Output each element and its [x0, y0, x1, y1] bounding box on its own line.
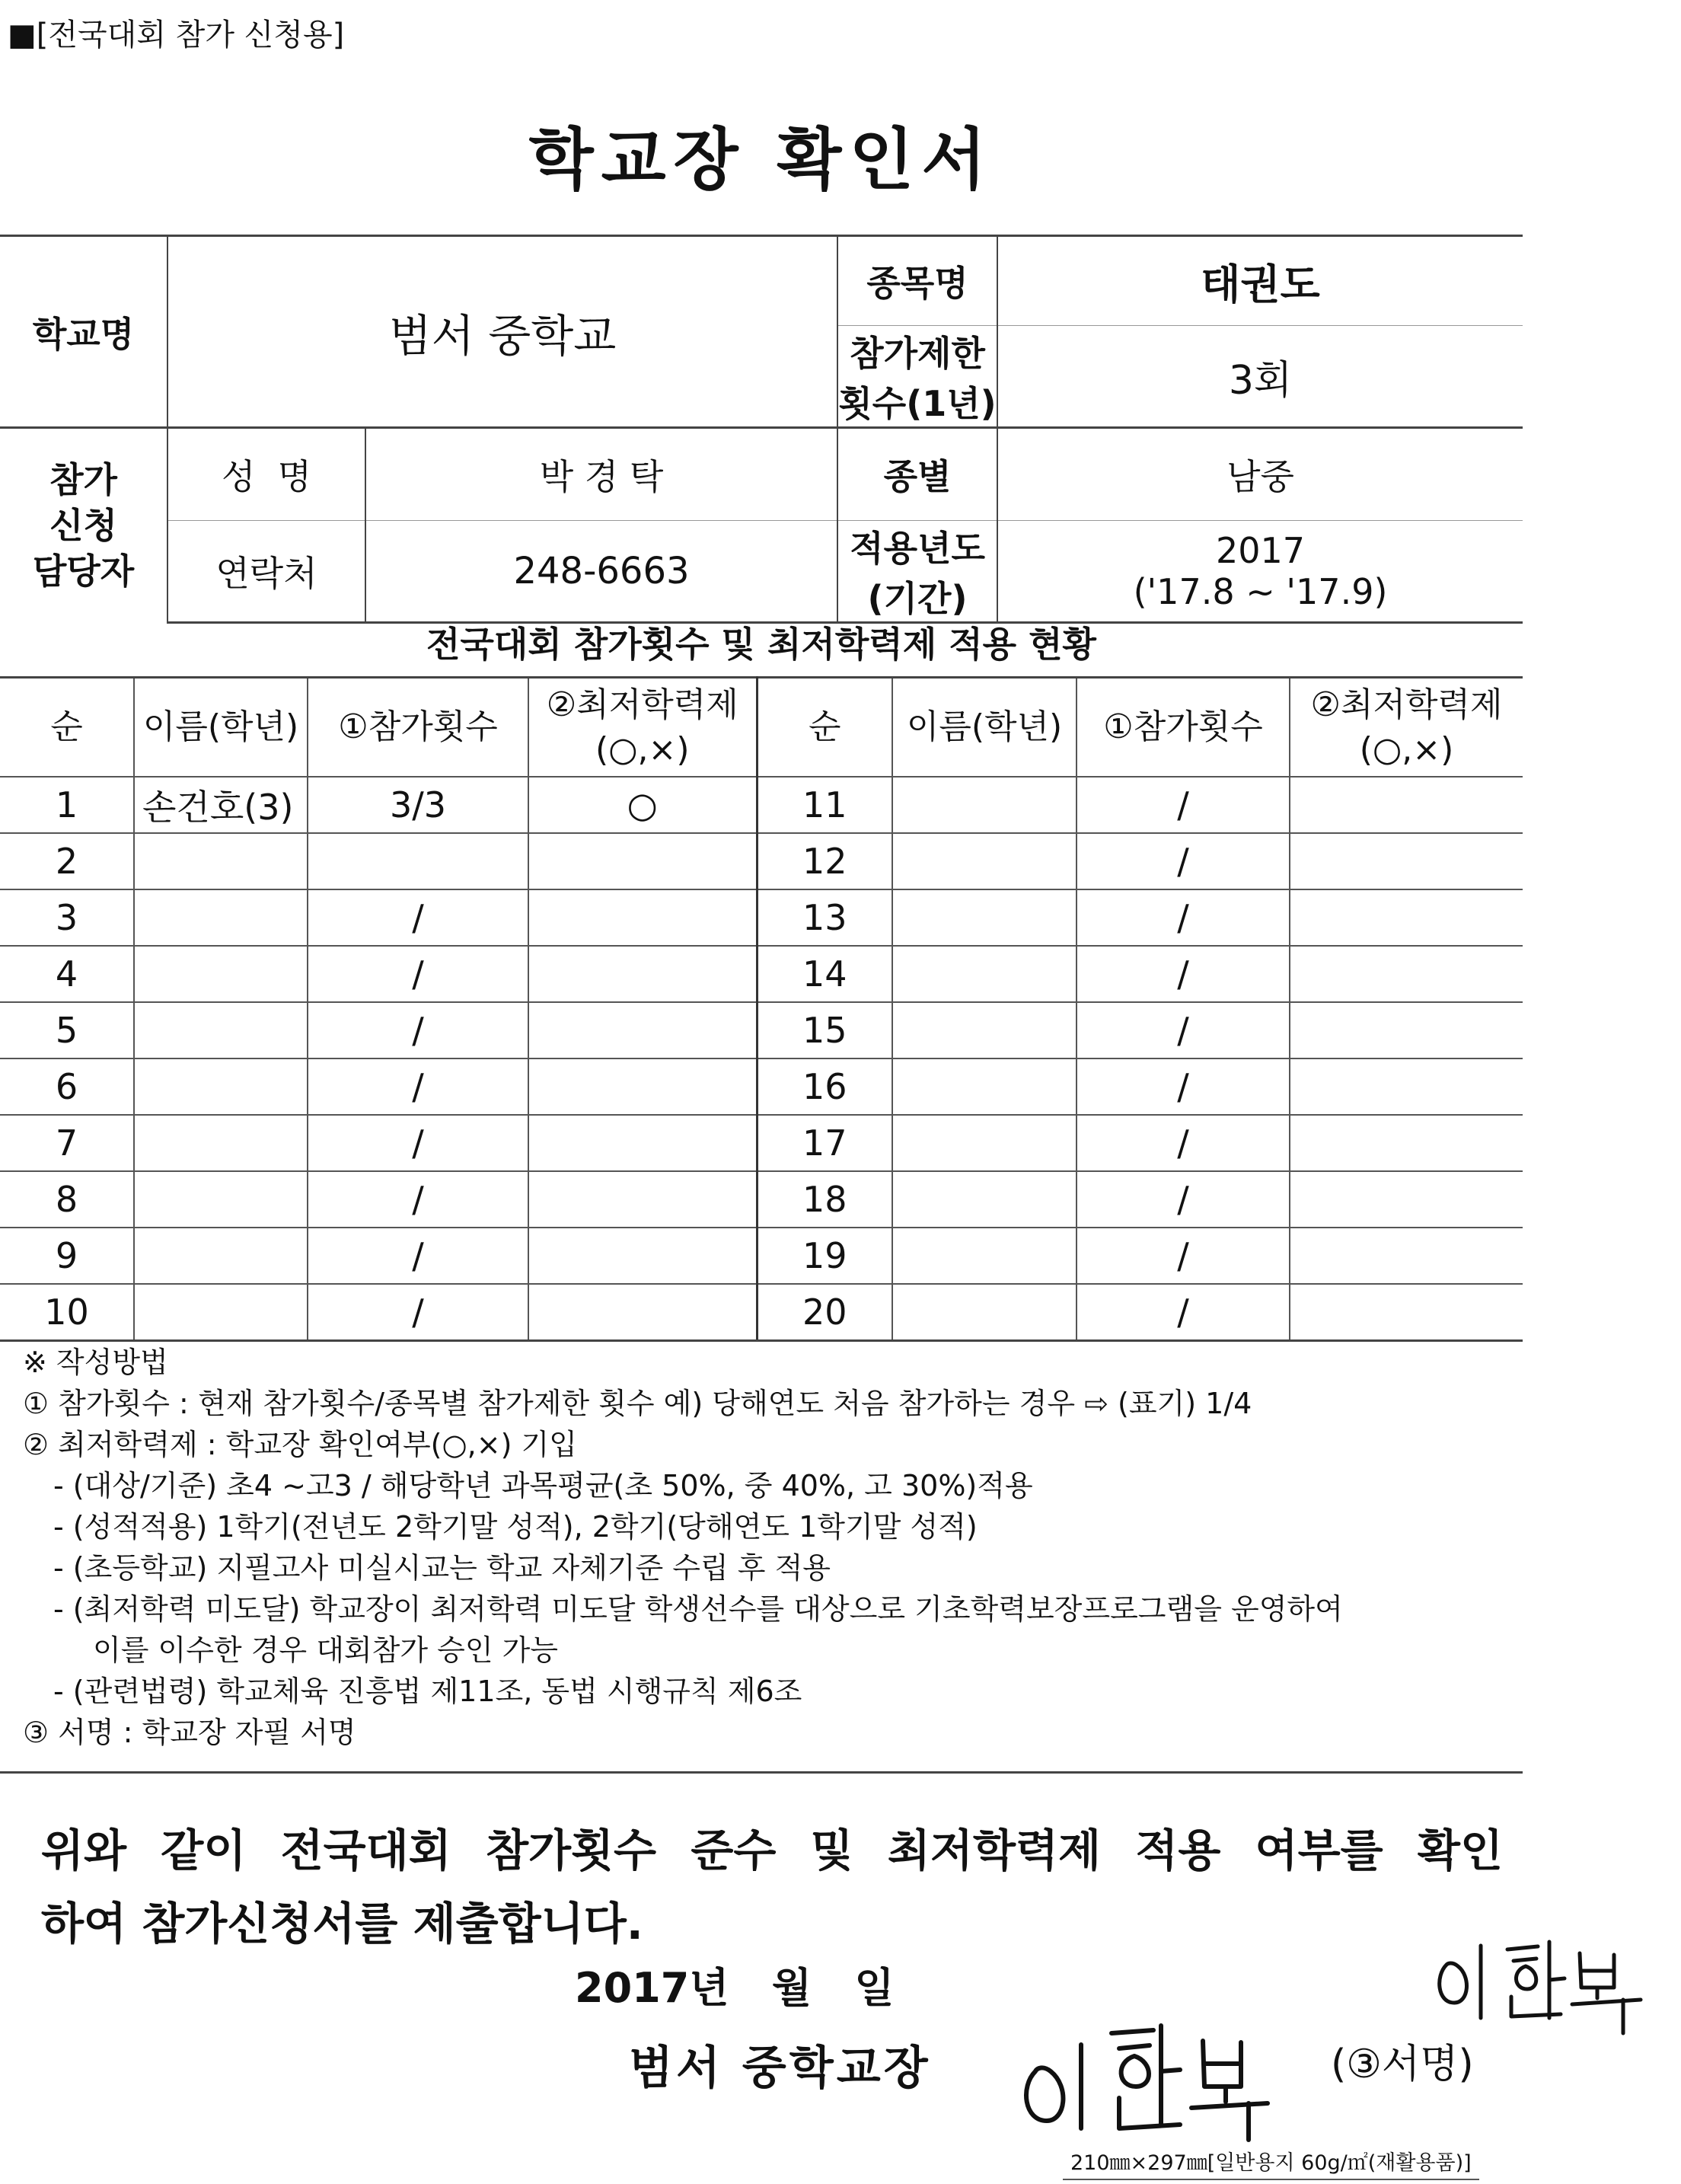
header-min-line2: (○,×) — [1359, 730, 1454, 769]
participant-name — [892, 1284, 1077, 1341]
signature-date: 2017년 월 일 — [575, 1964, 895, 2012]
handwritten-signature-margin — [1424, 1919, 1675, 2041]
row-number: 12 — [757, 833, 892, 889]
participation-count: / — [1077, 1171, 1290, 1228]
row-number: 9 — [0, 1228, 134, 1284]
participation-status-table — [0, 676, 1523, 1342]
min-academic-check — [528, 889, 757, 946]
participation-count: / — [1077, 946, 1290, 1002]
row-number: 17 — [757, 1115, 892, 1171]
participation-count: / — [308, 1171, 528, 1228]
min-academic-check — [528, 946, 757, 1002]
participant-name — [892, 889, 1077, 946]
participation-count: / — [1077, 777, 1290, 833]
min-academic-check — [528, 1115, 757, 1171]
applicant-info-table — [0, 235, 1523, 624]
section-divider — [0, 1771, 1523, 1774]
row-number: 3 — [0, 889, 134, 946]
participation-count: 3/3 — [308, 777, 528, 833]
apply-year-value — [997, 521, 1523, 623]
participant-name — [134, 1228, 308, 1284]
row-number: 13 — [757, 889, 892, 946]
table-row — [0, 833, 1523, 889]
confirmation-statement — [41, 1814, 1503, 1960]
min-academic-check — [528, 833, 757, 889]
participant-name — [134, 1058, 308, 1115]
person-name-value: 박 경 탁 — [365, 428, 837, 521]
contact-label-line1: 참가 — [49, 459, 117, 501]
contact-label-line2: 신청 — [49, 505, 117, 547]
participant-name — [892, 777, 1077, 833]
school-name-value: 범서 중학교 — [167, 236, 837, 428]
participation-count: / — [1077, 1002, 1290, 1058]
person-name-label: 성 명 — [167, 428, 365, 521]
row-number: 15 — [757, 1002, 892, 1058]
category-value: 남중 — [997, 428, 1523, 521]
header-min-line1: ②최저학력제 — [546, 685, 738, 724]
row-number: 1 — [0, 777, 134, 833]
table-row — [0, 1284, 1523, 1341]
principal-title: 범서 중학교장 — [629, 2042, 931, 2095]
header-min-line2: (○,×) — [595, 730, 690, 769]
participant-name — [892, 1171, 1077, 1228]
participant-name — [134, 1284, 308, 1341]
row-number: 6 — [0, 1058, 134, 1115]
header-count: ①참가횟수 — [308, 678, 528, 777]
signature-mark: (③서명) — [1331, 2042, 1474, 2087]
participation-count: / — [1077, 1284, 1290, 1341]
participation-count — [308, 833, 528, 889]
participation-count: / — [1077, 889, 1290, 946]
instructions — [23, 1342, 1515, 1753]
school-name-label: 학교명 — [0, 236, 167, 428]
min-academic-check — [1290, 833, 1523, 889]
phone-value: 248-6663 — [365, 521, 837, 623]
year-value: 2017 — [1215, 530, 1306, 571]
instruction-2e: - (관련법령) 학교체육 진흥법 제11조, 동법 시행규칙 제6조 — [53, 1675, 802, 1708]
table-row — [0, 1058, 1523, 1115]
instruction-2c: - (초등학교) 지필고사 미실시교는 학교 자체기준 수립 후 적용 — [53, 1551, 831, 1585]
min-academic-check — [1290, 1058, 1523, 1115]
min-academic-check — [528, 1284, 757, 1341]
participant-name — [134, 946, 308, 1002]
row-number: 4 — [0, 946, 134, 1002]
participation-count: / — [308, 1115, 528, 1171]
participation-limit-value: 3회 — [997, 326, 1523, 428]
participation-count: / — [308, 1228, 528, 1284]
table-row — [0, 1115, 1523, 1171]
handwritten-signature — [1005, 1972, 1325, 2147]
row-number: 5 — [0, 1002, 134, 1058]
row-number: 7 — [0, 1115, 134, 1171]
participation-count: / — [1077, 833, 1290, 889]
min-academic-check — [1290, 1228, 1523, 1284]
table-row — [0, 1002, 1523, 1058]
instructions-heading: ※ 작성방법 — [23, 1346, 168, 1379]
min-academic-check — [1290, 1002, 1523, 1058]
header-name: 이름(학년) — [134, 678, 308, 777]
row-number: 14 — [757, 946, 892, 1002]
header-min-academic — [1290, 678, 1523, 777]
status-table-title: 전국대회 참가횟수 및 최저학력제 적용 현황 — [426, 624, 1096, 665]
instruction-1: ① 참가횟수 : 현재 참가횟수/종목별 참가제한 횟수 예) 당해연도 처음 참가하는 경우 ⇨ (표기) 1/4 — [23, 1387, 1252, 1420]
contact-label-line3: 담당자 — [32, 551, 135, 592]
header-no: 순 — [757, 678, 892, 777]
category-label: 종별 — [837, 428, 997, 521]
document-title: 학교장 확인서 — [528, 120, 994, 199]
header-count: ①참가횟수 — [1077, 678, 1290, 777]
event-label: 종목명 — [837, 236, 997, 326]
min-academic-check — [1290, 1115, 1523, 1171]
min-academic-check — [1290, 889, 1523, 946]
instruction-2d: - (최저학력 미도달) 학교장이 최저학력 미도달 학생선수를 대상으로 기초학력보장프로그램을 운영하여 — [53, 1592, 1343, 1626]
header-no: 순 — [0, 678, 134, 777]
apply-year-label — [837, 521, 997, 623]
form-usage-tag: ■[전국대회 참가 신청용] — [8, 18, 345, 53]
header-min-line1: ②최저학력제 — [1310, 685, 1503, 724]
participant-name — [892, 1228, 1077, 1284]
instruction-2a: - (대상/기준) 초4 ~고3 / 해당학년 과목평균(초 50%, 중 40%, 고 30%)적용 — [53, 1469, 1033, 1502]
min-academic-check — [1290, 1171, 1523, 1228]
row-number: 11 — [757, 777, 892, 833]
paper-spec-footer: 210㎜×297㎜[일반용지 60g/㎡(재활용품)] — [1063, 2146, 1479, 2180]
participant-name — [892, 1002, 1077, 1058]
table-row — [0, 1228, 1523, 1284]
participant-name — [892, 946, 1077, 1002]
header-name: 이름(학년) — [892, 678, 1077, 777]
period-value: ('17.8 ~ '17.9) — [1133, 571, 1388, 612]
participant-name — [134, 1171, 308, 1228]
participant-name — [892, 1058, 1077, 1115]
confirmation-line2: 하여 참가신청서를 제출합니다. — [41, 1898, 643, 1949]
participation-count: / — [1077, 1228, 1290, 1284]
table-row — [0, 1171, 1523, 1228]
participant-name — [892, 1115, 1077, 1171]
header-min-academic — [528, 678, 757, 777]
participant-name: 손건호(3) — [134, 777, 308, 833]
min-academic-check — [1290, 1284, 1523, 1341]
min-academic-check: ○ — [528, 777, 757, 833]
min-academic-check — [1290, 777, 1523, 833]
min-academic-check — [528, 1228, 757, 1284]
participation-count: / — [308, 1058, 528, 1115]
event-value: 태권도 — [997, 236, 1523, 326]
row-number: 16 — [757, 1058, 892, 1115]
instruction-2d-cont: 이를 이수한 경우 대회참가 승인 가능 — [93, 1633, 559, 1667]
participation-count: / — [308, 1284, 528, 1341]
participant-name — [134, 833, 308, 889]
participant-name — [134, 889, 308, 946]
min-academic-check — [528, 1171, 757, 1228]
limit-label-line2: 횟수(1년) — [838, 383, 997, 424]
min-academic-check — [528, 1002, 757, 1058]
limit-label-line1: 참가제한 — [850, 333, 985, 374]
row-number: 20 — [757, 1284, 892, 1341]
participation-count: / — [308, 889, 528, 946]
instruction-2b: - (성적적용) 1학기(전년도 2학기말 성적), 2학기(당해연도 1학기말 성적) — [53, 1510, 978, 1544]
apply-year-label-line2: (기간) — [867, 578, 968, 619]
participation-count: / — [1077, 1058, 1290, 1115]
table-row — [0, 777, 1523, 833]
participation-limit-label — [837, 326, 997, 428]
min-academic-check — [528, 1058, 757, 1115]
instruction-3: ③ 서명 : 학교장 자필 서명 — [23, 1716, 356, 1749]
participant-name — [134, 1002, 308, 1058]
participation-count: / — [308, 946, 528, 1002]
row-number: 10 — [0, 1284, 134, 1341]
min-academic-check — [1290, 946, 1523, 1002]
phone-label: 연락처 — [167, 521, 365, 623]
row-number: 8 — [0, 1171, 134, 1228]
participation-count: / — [308, 1002, 528, 1058]
apply-year-label-line1: 적용년도 — [850, 528, 985, 569]
table-row — [0, 889, 1523, 946]
confirmation-line1: 위와 같이 전국대회 참가횟수 준수 및 최저학력제 적용 여부를 확인 — [41, 1825, 1503, 1876]
participant-name — [134, 1115, 308, 1171]
table-row — [0, 946, 1523, 1002]
participation-count: / — [1077, 1115, 1290, 1171]
row-number: 2 — [0, 833, 134, 889]
instruction-2: ② 최저학력제 : 학교장 확인여부(○,×) 기입 — [23, 1428, 577, 1461]
contact-person-label — [0, 428, 167, 623]
row-number: 19 — [757, 1228, 892, 1284]
row-number: 18 — [757, 1171, 892, 1228]
participant-name — [892, 833, 1077, 889]
